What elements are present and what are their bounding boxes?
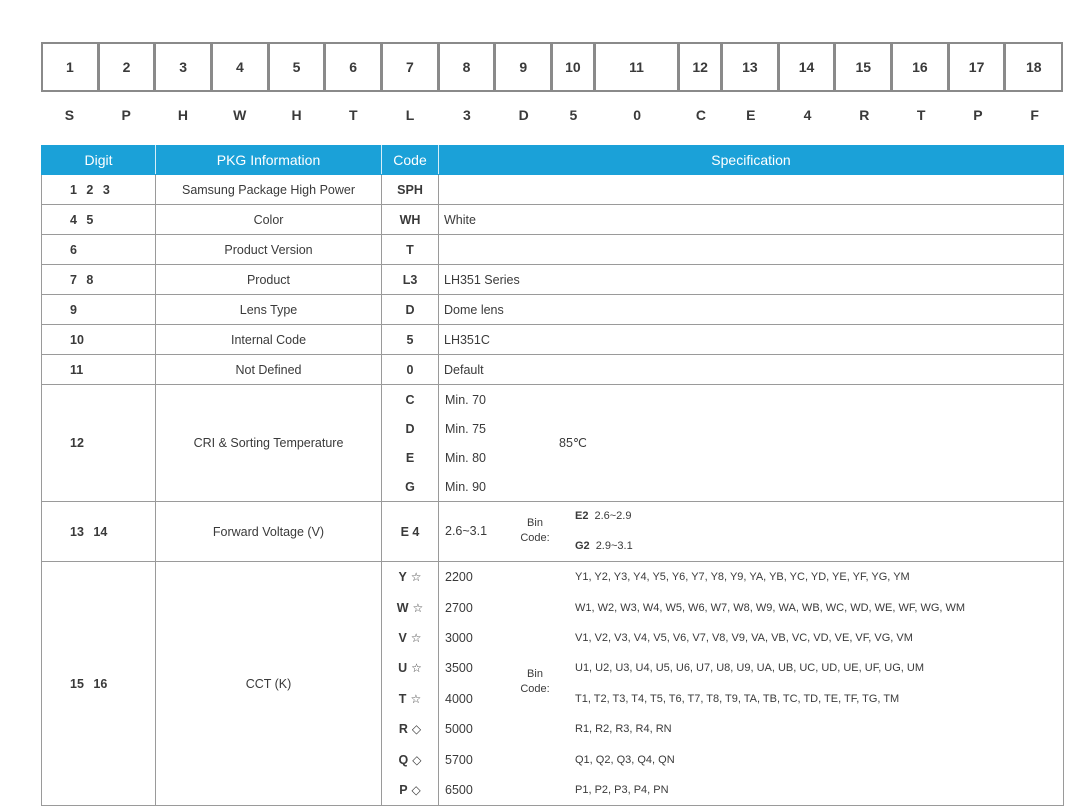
diamond-icon: ◇ [411, 722, 422, 737]
cri-code: C [405, 392, 415, 407]
spec-cell: Dome lens [439, 295, 1064, 325]
cct-bin-list: Y1, Y2, Y3, Y4, Y5, Y6, Y7, Y8, Y9, YA, YB, YC, YD, YE, YF, YG, YM [575, 571, 910, 584]
part-letter-12: C [695, 107, 706, 123]
digit-cell: 15 16 [42, 562, 156, 806]
pkg-info-cell: CCT (K) [156, 562, 382, 806]
table-row [42, 235, 1064, 265]
part-number-table [41, 145, 1064, 806]
header-digit: Digit [42, 146, 156, 175]
cri-min-value: Min. 90 [445, 479, 486, 494]
cct-spec-row [439, 744, 1063, 774]
cri-min-value: Min. 75 [445, 421, 486, 436]
table-row-forward-voltage [42, 502, 1064, 562]
pkg-info-cell: Not Defined [156, 355, 382, 385]
cri-min-value: Min. 70 [445, 392, 486, 407]
cct-spec-row [439, 714, 1063, 744]
table-row [42, 355, 1064, 385]
code-cell: D [382, 295, 439, 325]
table-row [42, 295, 1064, 325]
spec-cell [439, 175, 1064, 205]
cct-bin-list: T1, T2, T3, T4, T5, T6, T7, T8, T9, TA, TB, TC, TD, TE, TF, TG, TM [575, 692, 900, 705]
cct-code-letter: R [398, 722, 408, 737]
table-header-row [42, 146, 1064, 175]
code-cell: WH [382, 205, 439, 235]
table-row-cri [42, 385, 1064, 502]
part-letter-9: D [518, 107, 529, 123]
cct-code [382, 592, 438, 622]
spec-cell: LH351C [439, 325, 1064, 355]
cct-bin-list: R1, R2, R3, R4, RN [575, 723, 672, 736]
spec-cell: Default [439, 355, 1064, 385]
sorting-temperature: 85℃ [559, 436, 587, 450]
spec-cell-group [439, 562, 1064, 806]
table-row [42, 325, 1064, 355]
part-letter-1: S [64, 107, 75, 123]
header-specification: Specification [439, 146, 1064, 175]
digit-position-12: 12 [680, 44, 723, 90]
digit-cell: 11 [42, 355, 156, 385]
cri-code: E [405, 450, 415, 465]
cct-spec-row [439, 775, 1063, 805]
cct-spec-row [439, 592, 1063, 622]
part-letter-15: R [859, 107, 870, 123]
digit-position-14: 14 [780, 44, 837, 90]
cct-value: 2700 [445, 600, 473, 615]
code-cell: 0 [382, 355, 439, 385]
pkg-info-cell: Forward Voltage (V) [156, 502, 382, 562]
digit-position-5: 5 [270, 44, 327, 90]
digit-position-11: 11 [596, 44, 681, 90]
vf-bin-item [575, 510, 631, 522]
pkg-info-cell: Product [156, 265, 382, 295]
cct-bin-list: Q1, Q2, Q3, Q4, QN [575, 753, 675, 766]
spec-cell-group [439, 502, 1064, 562]
table-row [42, 265, 1064, 295]
table-row-cct [42, 562, 1064, 806]
cct-code-letter: V [398, 630, 407, 645]
part-letter-17: P [973, 107, 983, 123]
code-cell: E 4 [382, 502, 439, 562]
pkg-info-cell: Lens Type [156, 295, 382, 325]
vf-bin-range: 2.9~3.1 [595, 540, 633, 552]
cct-spec-row [439, 623, 1063, 653]
cct-code-letter: Q [398, 752, 409, 767]
part-letter-11: 0 [633, 107, 642, 123]
cct-code-letter: T [398, 691, 407, 706]
cri-code: G [405, 479, 415, 494]
cct-bin-list: U1, U2, U3, U4, U5, U6, U7, U8, U9, UA, UB, UC, UD, UE, UF, UG, UM [575, 662, 925, 675]
digit-position-6: 6 [326, 44, 383, 90]
star-icon: ☆ [410, 691, 422, 706]
part-letter-3: H [177, 107, 189, 123]
digit-position-17: 17 [950, 44, 1007, 90]
digit-position-18: 18 [1006, 44, 1063, 90]
part-letter-2: P [121, 107, 131, 123]
header-code: Code [382, 146, 439, 175]
digit-position-10: 10 [553, 44, 596, 90]
code-cell-group [382, 562, 439, 806]
bin-code-label: Bin Code: [520, 668, 550, 695]
cct-value: 4000 [445, 691, 473, 706]
part-number-letters-row [41, 104, 1063, 126]
vf-bin-code: E2 [575, 510, 589, 522]
cct-value: 6500 [445, 782, 473, 797]
pkg-info-cell: CRI & Sorting Temperature [156, 385, 382, 502]
code-cell: T [382, 235, 439, 265]
digit-position-1: 1 [43, 44, 100, 90]
part-letter-4: W [233, 107, 247, 123]
bin-code-label: Bin Code: [520, 517, 550, 544]
pkg-info-cell: Internal Code [156, 325, 382, 355]
star-icon: ☆ [412, 600, 424, 615]
cct-bin-list: W1, W2, W3, W4, W5, W6, W7, W8, W9, WA, WB, WC, WD, WE, WF, WG, WM [575, 601, 966, 614]
part-letter-6: T [349, 107, 358, 123]
code-cell: SPH [382, 175, 439, 205]
digit-position-16: 16 [893, 44, 950, 90]
spec-cell: White [439, 205, 1064, 235]
cct-code [382, 562, 438, 592]
code-cell: 5 [382, 325, 439, 355]
spec-cell [439, 235, 1064, 265]
cct-code-letter: U [398, 661, 408, 676]
digit-position-15: 15 [836, 44, 893, 90]
digit-cell: 1 2 3 [42, 175, 156, 205]
diamond-icon: ◇ [411, 782, 421, 797]
part-letter-8: 3 [462, 107, 471, 123]
header-pkg-information: PKG Information [156, 146, 382, 175]
part-letter-13: E [746, 107, 756, 123]
spec-cell: LH351 Series [439, 265, 1064, 295]
cct-value: 3000 [445, 630, 473, 645]
cct-code-letter: Y [398, 570, 407, 585]
digit-position-2: 2 [100, 44, 157, 90]
vf-bin-range: 2.6~2.9 [594, 510, 632, 522]
spec-cell-group [439, 385, 1064, 502]
cct-bin-list: V1, V2, V3, V4, V5, V6, V7, V8, V9, VA, VB, VC, VD, VE, VF, VG, VM [575, 631, 913, 644]
pkg-info-cell: Color [156, 205, 382, 235]
cct-code [382, 653, 438, 683]
diamond-icon: ◇ [412, 752, 422, 767]
digit-position-row [41, 42, 1063, 92]
digit-position-7: 7 [383, 44, 440, 90]
cct-code-letter: P [399, 782, 408, 797]
part-letter-14: 4 [803, 107, 812, 123]
cct-spec-row [439, 562, 1063, 592]
cct-code [382, 775, 438, 805]
star-icon: ☆ [411, 661, 422, 676]
digit-position-9: 9 [496, 44, 553, 90]
cct-value: 3500 [445, 661, 473, 676]
vf-range: 2.6~3.1 [445, 524, 488, 538]
table-row [42, 205, 1064, 235]
digit-position-4: 4 [213, 44, 270, 90]
digit-cell: 12 [42, 385, 156, 502]
digit-cell: 9 [42, 295, 156, 325]
pkg-info-cell: Product Version [156, 235, 382, 265]
code-cell-group [382, 385, 439, 502]
star-icon: ☆ [410, 630, 422, 645]
cct-value: 5000 [445, 722, 473, 737]
vf-bin-item [575, 540, 633, 552]
part-letter-18: F [1030, 107, 1039, 123]
part-letter-7: L [405, 107, 415, 123]
pkg-info-cell: Samsung Package High Power [156, 175, 382, 205]
cct-code [382, 623, 438, 653]
digit-position-3: 3 [156, 44, 213, 90]
vf-bin-code: G2 [575, 540, 590, 552]
cri-min-value: Min. 80 [445, 450, 486, 465]
digit-cell: 13 14 [42, 502, 156, 562]
code-cell: L3 [382, 265, 439, 295]
part-letter-10: 5 [569, 107, 578, 123]
cct-code [382, 684, 438, 714]
digit-cell: 7 8 [42, 265, 156, 295]
digit-cell: 10 [42, 325, 156, 355]
star-icon: ☆ [410, 570, 422, 585]
cct-code [382, 714, 438, 744]
digit-cell: 4 5 [42, 205, 156, 235]
cct-value: 2200 [445, 570, 473, 585]
digit-position-13: 13 [723, 44, 780, 90]
cct-code-letter: W [396, 600, 409, 615]
digit-position-8: 8 [440, 44, 497, 90]
digit-cell: 6 [42, 235, 156, 265]
part-letter-16: T [916, 107, 926, 123]
table-row [42, 175, 1064, 205]
cct-code [382, 744, 438, 774]
cct-value: 5700 [445, 752, 473, 767]
cri-code: D [405, 421, 415, 436]
part-letter-5: H [291, 107, 302, 123]
cct-bin-list: P1, P2, P3, P4, PN [575, 783, 669, 796]
